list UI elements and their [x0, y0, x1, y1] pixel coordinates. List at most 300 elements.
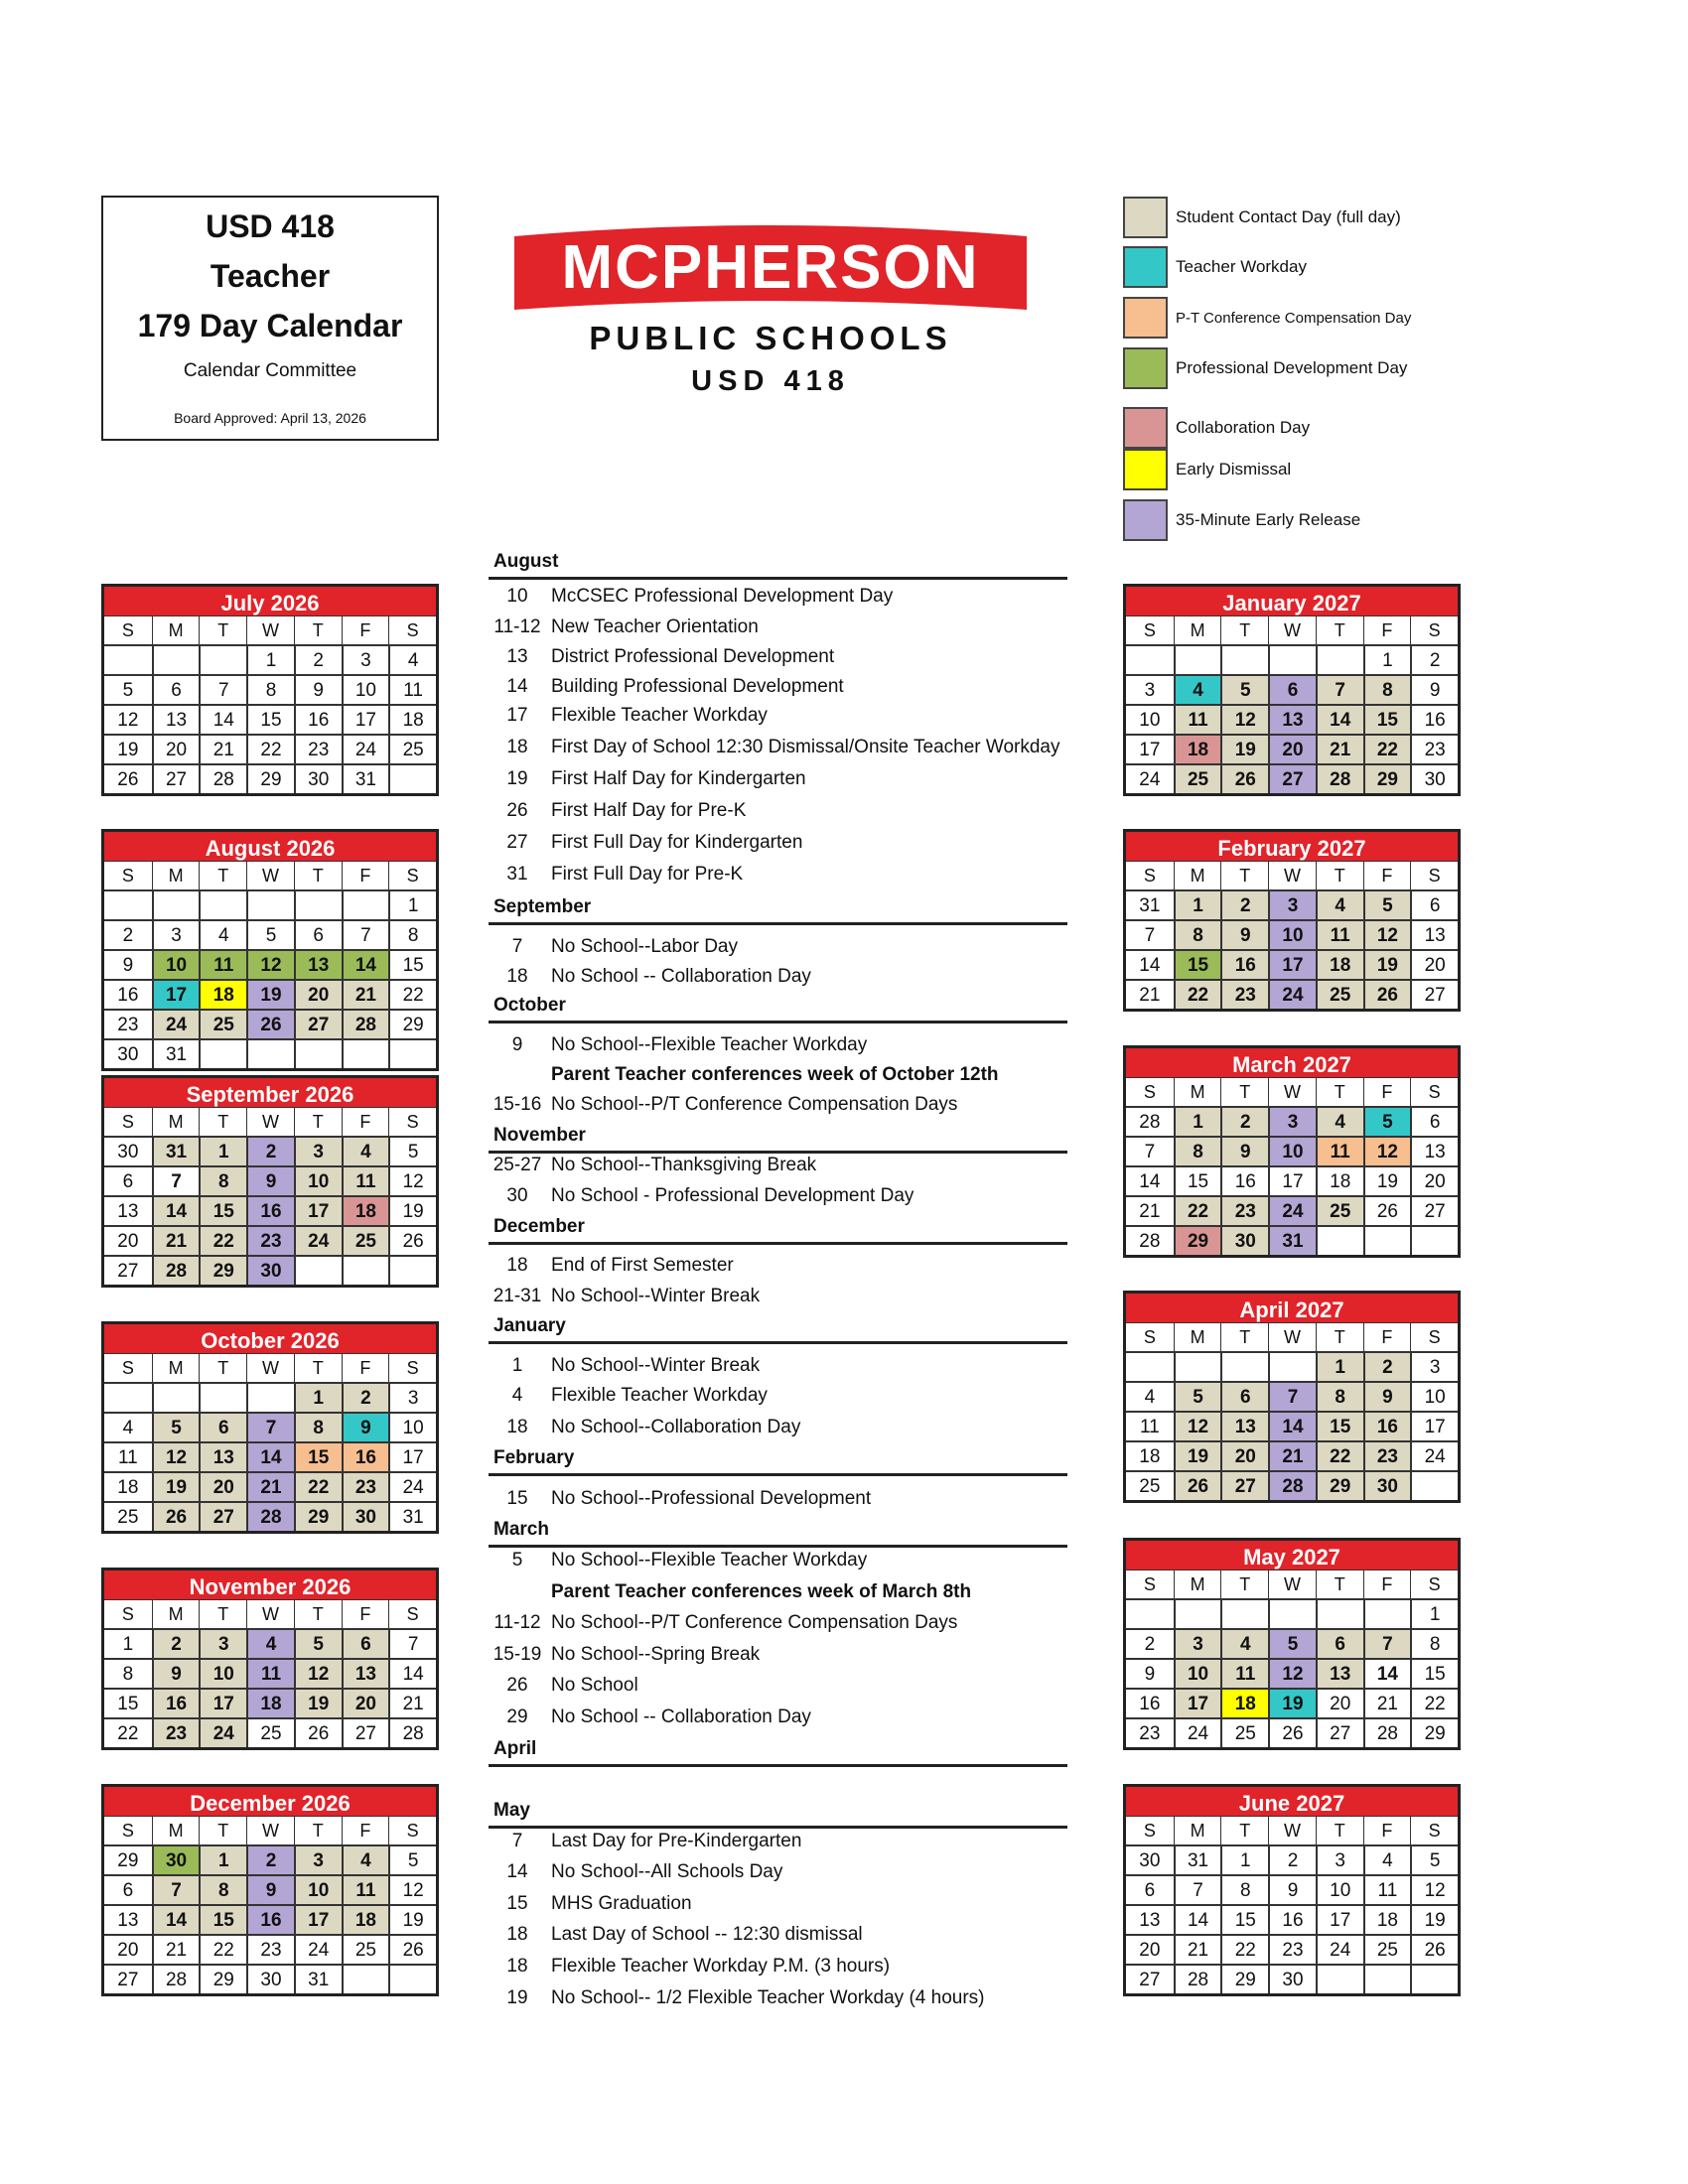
event-date: 9 [511, 1034, 523, 1055]
day-cell: 27 [1268, 763, 1316, 793]
legend-swatch [1123, 246, 1168, 288]
day-cell: 8 [246, 674, 294, 704]
day-cell: 17 [342, 704, 389, 734]
day-cell: 7 [342, 919, 389, 949]
event-description: No School-- 1/2 Flexible Teacher Workday (4 hours) [551, 1987, 985, 2008]
day-cell: 23 [152, 1717, 200, 1747]
empty-cell [388, 1255, 436, 1285]
day-cell: 11 [342, 1165, 389, 1195]
day-cell: 22 [1410, 1688, 1458, 1717]
events-month-label: April [493, 1738, 537, 1759]
events-note: Parent Teacher conferences week of October 12th [551, 1064, 999, 1085]
day-cell: 29 [1316, 1470, 1363, 1500]
day-cell: 16 [152, 1688, 200, 1717]
day-cell: 6 [1410, 889, 1458, 919]
event-description: No School--All Schools Day [551, 1861, 783, 1882]
day-cell: 13 [1410, 919, 1458, 949]
weekday-header: S [1410, 861, 1458, 889]
logo-banner [514, 222, 1027, 310]
event-date: 30 [506, 1185, 528, 1206]
empty-cell [342, 1964, 389, 1993]
day-cell: 29 [1410, 1717, 1458, 1747]
month-grid [1126, 615, 1458, 793]
day-cell: 13 [104, 1904, 152, 1934]
weekday-header: T [1316, 861, 1363, 889]
day-cell: 5 [1220, 674, 1268, 704]
weekday-header: S [388, 1107, 436, 1136]
day-cell: 30 [152, 1844, 200, 1874]
day-cell: 2 [1220, 889, 1268, 919]
legend-item-pd [1123, 346, 1407, 390]
weekday-header: W [246, 861, 294, 889]
day-cell: 27 [1316, 1717, 1363, 1747]
day-cell: 20 [294, 979, 342, 1009]
day-cell: 22 [1174, 979, 1221, 1009]
day-cell: 17 [1268, 1165, 1316, 1195]
day-cell: 29 [104, 1844, 152, 1874]
day-cell: 30 [1410, 763, 1458, 793]
day-cell: 4 [1316, 1106, 1363, 1136]
day-cell: 30 [1220, 1225, 1268, 1255]
day-cell: 1 [294, 1382, 342, 1412]
day-cell: 21 [388, 1688, 436, 1717]
day-cell: 3 [1316, 1844, 1363, 1874]
day-cell: 5 [388, 1844, 436, 1874]
day-cell: 31 [1174, 1844, 1221, 1874]
weekday-header: S [388, 1816, 436, 1844]
day-cell: 28 [1126, 1225, 1174, 1255]
weekday-header: M [1174, 1077, 1221, 1106]
empty-cell [1410, 1470, 1458, 1500]
day-cell: 28 [152, 1255, 200, 1285]
weekday-header: T [199, 615, 246, 644]
day-cell: 18 [246, 1688, 294, 1717]
month-title: January 2027 [1126, 587, 1458, 615]
month-calendar [1123, 1538, 1461, 1750]
day-cell: 17 [294, 1195, 342, 1225]
event-date: 11-12 [493, 616, 541, 637]
event-description: No School -- Collaboration Day [551, 966, 811, 987]
weekday-header: W [1268, 1816, 1316, 1844]
legend-label: Student Contact Day (full day) [1176, 207, 1401, 226]
weekday-header: W [246, 1353, 294, 1382]
events-month-label: February [493, 1447, 575, 1468]
legend-label: Teacher Workday [1176, 257, 1307, 276]
day-cell: 16 [104, 979, 152, 1009]
event-date: 26 [506, 1675, 528, 1696]
day-cell: 29 [246, 763, 294, 793]
day-cell: 9 [1220, 919, 1268, 949]
empty-cell [1316, 644, 1363, 674]
day-cell: 26 [388, 1225, 436, 1255]
day-cell: 6 [1268, 674, 1316, 704]
month-calendar [101, 1568, 439, 1750]
day-cell: 7 [1126, 1136, 1174, 1165]
day-cell: 2 [1126, 1628, 1174, 1658]
weekday-header: F [342, 861, 389, 889]
event-description: No School--Flexible Teacher Workday [551, 1550, 868, 1570]
day-cell: 26 [1220, 763, 1268, 793]
weekday-header: T [1316, 1816, 1363, 1844]
empty-cell [1268, 644, 1316, 674]
event-description: District Professional Development [551, 646, 835, 667]
event-date: 26 [506, 800, 528, 821]
day-cell: 18 [199, 979, 246, 1009]
day-cell: 20 [1410, 949, 1458, 979]
weekday-header: F [342, 1816, 389, 1844]
day-cell: 26 [1174, 1470, 1221, 1500]
legend-swatch [1123, 347, 1168, 389]
day-cell: 21 [152, 1934, 200, 1964]
day-cell: 31 [152, 1136, 200, 1165]
month-grid [104, 1599, 436, 1747]
day-cell: 4 [342, 1136, 389, 1165]
events-month-rule [489, 922, 1067, 925]
day-cell: 27 [104, 1964, 152, 1993]
event-date: 14 [506, 1861, 528, 1882]
event-date: 15-16 [492, 1094, 542, 1115]
district-logo [514, 222, 1027, 398]
legend-item-student [1123, 196, 1401, 239]
empty-cell [342, 889, 389, 919]
day-cell: 31 [1268, 1225, 1316, 1255]
day-cell: 1 [388, 889, 436, 919]
legend-swatch [1123, 449, 1168, 490]
empty-cell [1316, 1964, 1363, 1993]
day-cell: 3 [1268, 889, 1316, 919]
weekday-header: S [1410, 615, 1458, 644]
weekday-header: T [199, 861, 246, 889]
day-cell: 13 [1316, 1658, 1363, 1688]
day-cell: 11 [1363, 1874, 1411, 1904]
day-cell: 19 [1363, 1165, 1411, 1195]
empty-cell [1174, 1598, 1221, 1628]
event-date: 15 [506, 1893, 528, 1914]
event-date: 7 [511, 1831, 523, 1851]
day-cell: 5 [152, 1412, 200, 1441]
day-cell: 1 [1316, 1351, 1363, 1381]
day-cell: 17 [1174, 1688, 1221, 1717]
empty-cell [1174, 644, 1221, 674]
day-cell: 20 [1220, 1440, 1268, 1470]
day-cell: 30 [1268, 1964, 1316, 1993]
day-cell: 15 [1174, 1165, 1221, 1195]
weekday-header: S [1126, 861, 1174, 889]
day-cell: 3 [152, 919, 200, 949]
day-cell: 11 [388, 674, 436, 704]
events-note: Parent Teacher conferences week of March 8th [551, 1581, 972, 1602]
day-cell: 26 [1363, 1195, 1411, 1225]
day-cell: 22 [1363, 734, 1411, 763]
day-cell: 20 [104, 1225, 152, 1255]
day-cell: 27 [104, 1255, 152, 1285]
empty-cell [342, 1255, 389, 1285]
empty-cell [388, 1964, 436, 1993]
weekday-header: T [1220, 1816, 1268, 1844]
event-description: No School--Flexible Teacher Workday [551, 1034, 868, 1055]
day-cell: 24 [1174, 1717, 1221, 1747]
day-cell: 9 [294, 674, 342, 704]
day-cell: 2 [104, 919, 152, 949]
day-cell: 9 [246, 1874, 294, 1904]
weekday-header: F [1363, 1322, 1411, 1351]
day-cell: 3 [294, 1844, 342, 1874]
day-cell: 12 [104, 704, 152, 734]
day-cell: 18 [1316, 949, 1363, 979]
event-description: McCSEC Professional Development Day [551, 586, 894, 607]
weekday-header: T [1220, 861, 1268, 889]
day-cell: 17 [1316, 1904, 1363, 1934]
day-cell: 24 [294, 1934, 342, 1964]
event-description: No School--Winter Break [551, 1286, 761, 1306]
day-cell: 11 [199, 949, 246, 979]
event-date: 19 [506, 768, 528, 789]
weekday-header: W [1268, 615, 1316, 644]
day-cell: 21 [1363, 1688, 1411, 1717]
empty-cell [1410, 1225, 1458, 1255]
day-cell: 6 [104, 1165, 152, 1195]
weekday-header: T [294, 615, 342, 644]
empty-cell [1316, 1225, 1363, 1255]
event-description: No School--Professional Development [551, 1488, 872, 1509]
weekday-header: T [1316, 1077, 1363, 1106]
day-cell: 2 [1220, 1106, 1268, 1136]
event-date: 27 [506, 832, 528, 853]
weekday-header: S [388, 1599, 436, 1628]
day-cell: 29 [199, 1964, 246, 1993]
day-cell: 29 [1174, 1225, 1221, 1255]
day-cell: 22 [104, 1717, 152, 1747]
weekday-header: F [342, 1107, 389, 1136]
events-month-rule [489, 1764, 1067, 1767]
day-cell: 27 [1410, 1195, 1458, 1225]
day-cell: 14 [1316, 704, 1363, 734]
month-calendar [101, 584, 439, 796]
day-cell: 10 [1316, 1874, 1363, 1904]
day-cell: 29 [1363, 763, 1411, 793]
month-calendar [101, 1321, 439, 1534]
day-cell: 14 [342, 949, 389, 979]
legend-item-teacher [1123, 245, 1307, 289]
event-date: 19 [506, 1987, 528, 2008]
day-cell: 7 [388, 1628, 436, 1658]
day-cell: 8 [1410, 1628, 1458, 1658]
day-cell: 23 [1268, 1934, 1316, 1964]
day-cell: 26 [246, 1009, 294, 1038]
day-cell: 14 [1268, 1411, 1316, 1440]
weekday-header: M [152, 1599, 200, 1628]
empty-cell [1126, 644, 1174, 674]
weekday-header: S [388, 1353, 436, 1382]
day-cell: 11 [1316, 1136, 1363, 1165]
month-title: April 2027 [1126, 1294, 1458, 1322]
empty-cell [1268, 1351, 1316, 1381]
day-cell: 15 [1410, 1658, 1458, 1688]
empty-cell [1220, 1351, 1268, 1381]
legend-swatch [1123, 297, 1168, 339]
day-cell: 11 [104, 1441, 152, 1471]
day-cell: 24 [1268, 979, 1316, 1009]
day-cell: 8 [294, 1412, 342, 1441]
weekday-header: M [152, 1107, 200, 1136]
empty-cell [1174, 1351, 1221, 1381]
day-cell: 12 [1363, 1136, 1411, 1165]
day-cell: 15 [1220, 1904, 1268, 1934]
month-calendar [1123, 1045, 1461, 1258]
event-date: 13 [506, 646, 528, 667]
district-name: USD 418 [206, 208, 335, 244]
day-cell: 26 [1410, 1934, 1458, 1964]
weekday-header: T [199, 1816, 246, 1844]
day-cell: 13 [1220, 1411, 1268, 1440]
day-cell: 21 [342, 979, 389, 1009]
event-description: No School--Thanksgiving Break [551, 1155, 817, 1175]
month-grid [1126, 1322, 1458, 1500]
day-cell: 25 [104, 1501, 152, 1531]
day-cell: 30 [342, 1501, 389, 1531]
weekday-header: S [1410, 1077, 1458, 1106]
day-cell: 6 [1316, 1628, 1363, 1658]
day-cell: 14 [152, 1904, 200, 1934]
weekday-header: W [1268, 861, 1316, 889]
empty-cell [246, 1382, 294, 1412]
weekday-header: M [1174, 615, 1221, 644]
event-date: 11-12 [493, 1612, 541, 1633]
weekday-header: S [1126, 1322, 1174, 1351]
day-cell: 31 [294, 1964, 342, 1993]
day-cell: 12 [1174, 1411, 1221, 1440]
day-cell: 7 [1126, 919, 1174, 949]
day-cell: 23 [246, 1934, 294, 1964]
events-month-rule [489, 1242, 1067, 1245]
event-description: First Half Day for Kindergarten [551, 768, 806, 789]
day-cell: 1 [1174, 889, 1221, 919]
event-description: End of First Semester [551, 1255, 734, 1276]
event-description: No School -- Collaboration Day [551, 1706, 811, 1727]
month-grid [1126, 1077, 1458, 1255]
day-cell: 1 [199, 1136, 246, 1165]
day-cell: 30 [104, 1038, 152, 1068]
logo-public-schools: PUBLIC SCHOOLS [589, 320, 952, 356]
day-cell: 26 [388, 1934, 436, 1964]
day-cell: 28 [388, 1717, 436, 1747]
weekday-header: F [1363, 1816, 1411, 1844]
day-cell: 4 [1220, 1628, 1268, 1658]
day-cell: 2 [152, 1628, 200, 1658]
weekday-header: S [1126, 1077, 1174, 1106]
event-date: 5 [511, 1550, 523, 1570]
day-cell: 2 [1268, 1844, 1316, 1874]
day-cell: 17 [388, 1441, 436, 1471]
day-cell: 1 [199, 1844, 246, 1874]
weekday-header: T [1220, 1077, 1268, 1106]
month-calendar [1123, 1291, 1461, 1503]
events-month-label: December [493, 1216, 585, 1237]
weekday-header: M [1174, 1570, 1221, 1598]
empty-cell [1220, 644, 1268, 674]
day-cell: 3 [294, 1136, 342, 1165]
month-title: August 2026 [104, 832, 436, 861]
day-cell: 5 [1363, 1106, 1411, 1136]
events-month-rule [489, 1151, 1067, 1154]
day-cell: 28 [1316, 763, 1363, 793]
day-cell: 17 [1126, 734, 1174, 763]
day-cell: 8 [1174, 919, 1221, 949]
weekday-header: S [1410, 1570, 1458, 1598]
day-cell: 20 [1126, 1934, 1174, 1964]
day-cell: 23 [104, 1009, 152, 1038]
day-cell: 10 [294, 1165, 342, 1195]
day-cell: 10 [152, 949, 200, 979]
event-date: 7 [511, 936, 523, 957]
day-cell: 19 [388, 1904, 436, 1934]
month-calendar [1123, 584, 1461, 796]
weekday-header: F [342, 1599, 389, 1628]
events-month-rule [489, 1826, 1067, 1829]
day-cell: 15 [1316, 1411, 1363, 1440]
day-cell: 28 [199, 763, 246, 793]
day-cell: 18 [1363, 1904, 1411, 1934]
day-cell: 15 [294, 1441, 342, 1471]
weekday-header: W [1268, 1322, 1316, 1351]
day-cell: 9 [246, 1165, 294, 1195]
day-cell: 19 [1268, 1688, 1316, 1717]
day-cell: 12 [294, 1658, 342, 1688]
legend-label: Collaboration Day [1176, 418, 1311, 437]
day-cell: 22 [1220, 1934, 1268, 1964]
day-cell: 23 [342, 1471, 389, 1501]
event-description: Flexible Teacher Workday [551, 705, 768, 726]
weekday-header: F [342, 1353, 389, 1382]
event-date: 18 [506, 1255, 528, 1276]
day-cell: 19 [1363, 949, 1411, 979]
empty-cell [294, 1038, 342, 1068]
day-cell: 27 [1126, 1964, 1174, 1993]
day-cell: 6 [199, 1412, 246, 1441]
month-grid [104, 1107, 436, 1285]
empty-cell [294, 1255, 342, 1285]
events-month-label: August [493, 551, 559, 572]
day-cell: 11 [1174, 704, 1221, 734]
day-cell: 15 [104, 1688, 152, 1717]
month-grid [1126, 1570, 1458, 1747]
events-month-rule [489, 1341, 1067, 1344]
day-cell: 8 [104, 1658, 152, 1688]
event-description: No School - Professional Development Day [551, 1185, 914, 1206]
day-cell: 7 [152, 1165, 200, 1195]
month-grid [104, 861, 436, 1068]
event-description: First Day of School 12:30 Dismissal/Onsite Teacher Workday [551, 737, 1060, 757]
day-cell: 5 [1268, 1628, 1316, 1658]
events-month-label: October [493, 995, 566, 1016]
weekday-header: M [152, 861, 200, 889]
day-cell: 29 [294, 1501, 342, 1531]
day-cell: 9 [342, 1412, 389, 1441]
day-cell: 6 [294, 919, 342, 949]
events-month-label: May [493, 1800, 530, 1821]
day-cell: 4 [1174, 674, 1221, 704]
day-cell: 4 [199, 919, 246, 949]
month-title: May 2027 [1126, 1541, 1458, 1570]
day-cell: 12 [246, 949, 294, 979]
day-cell: 25 [1316, 979, 1363, 1009]
events-month-label: March [493, 1519, 549, 1540]
day-cell: 13 [1410, 1136, 1458, 1165]
weekday-header: F [342, 615, 389, 644]
day-cell: 12 [1363, 919, 1411, 949]
day-cell: 10 [1410, 1381, 1458, 1411]
weekday-header: F [1363, 1570, 1411, 1598]
